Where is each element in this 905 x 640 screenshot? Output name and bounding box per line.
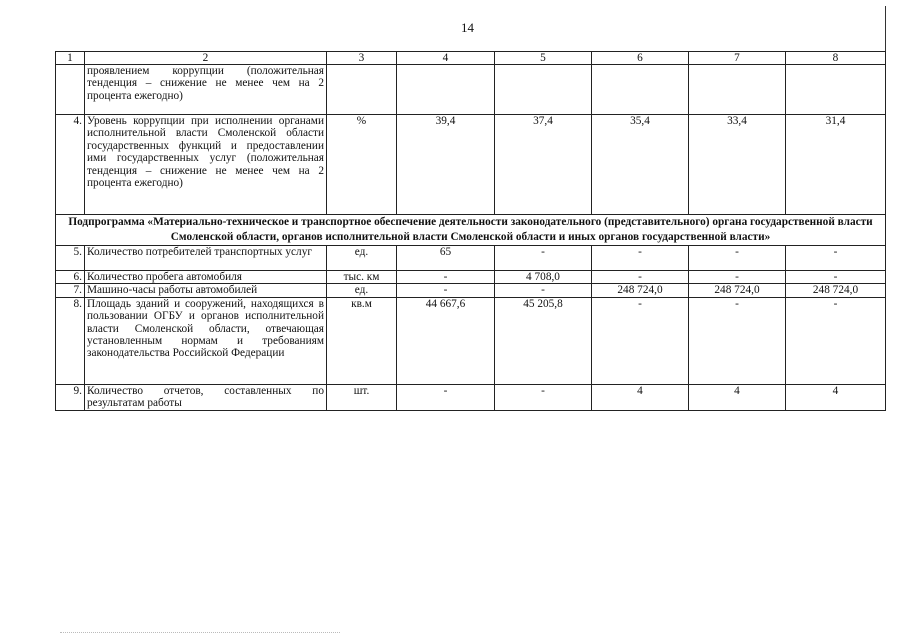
value-cell: - — [592, 271, 689, 284]
value-cell: 35,4 — [592, 115, 689, 215]
table-row — [56, 297, 886, 384]
unit-cell: тыс. км — [327, 271, 397, 284]
table-row — [56, 384, 886, 410]
indicator-name: проявлением коррупции (положительная тенденция – снижение не менее чем на 2 процента ежегодно) — [85, 65, 327, 115]
indicator-name: Площадь зданий и сооружений, находящихся в пользовании ОГБУ и органов исполнительной власти Смоленской области, отвечающая установленным нормам и требованиям законодательства Российской Федерации — [85, 297, 327, 384]
table-row — [56, 284, 886, 297]
value-cell: 4 — [592, 384, 689, 410]
unit-cell: кв.м — [327, 297, 397, 384]
column-number: 8 — [786, 52, 886, 65]
value-cell: - — [689, 246, 786, 271]
table-row — [56, 65, 886, 115]
page-number: 14 — [461, 20, 474, 35]
value-cell: 4 — [689, 384, 786, 410]
value-cell: 248 724,0 — [689, 284, 786, 297]
value-cell — [592, 65, 689, 115]
value-cell: 37,4 — [495, 115, 592, 215]
table-row — [56, 246, 886, 271]
value-cell: - — [397, 284, 495, 297]
value-cell: - — [495, 284, 592, 297]
indicator-name: Уровень коррупции при исполнении органами исполнительной власти Смоленской области государственных функций и предоставлении ими государственных услуг (положительная тенденция – снижение не менее чем на 2 процента ежегодно) — [85, 115, 327, 215]
value-cell: 4 708,0 — [495, 271, 592, 284]
value-cell — [689, 65, 786, 115]
unit-cell: шт. — [327, 384, 397, 410]
column-number: 3 — [327, 52, 397, 65]
value-cell: - — [786, 271, 886, 284]
value-cell: 39,4 — [397, 115, 495, 215]
section-row — [56, 215, 886, 246]
value-cell — [495, 65, 592, 115]
column-number: 1 — [56, 52, 85, 65]
indicator-name: Машино-часы работы автомобилей — [85, 284, 327, 297]
value-cell: 4 — [786, 384, 886, 410]
value-cell: - — [592, 297, 689, 384]
column-number: 2 — [85, 52, 327, 65]
value-cell: 31,4 — [786, 115, 886, 215]
value-cell: 65 — [397, 246, 495, 271]
value-cell: 248 724,0 — [786, 284, 886, 297]
row-number: 4. — [56, 115, 85, 215]
value-cell: - — [592, 246, 689, 271]
value-cell: - — [786, 246, 886, 271]
indicator-name: Количество пробега автомобиля — [85, 271, 327, 284]
row-number: 6. — [56, 271, 85, 284]
indicator-name: Количество потребителей транспортных услуг — [85, 246, 327, 271]
value-cell: - — [495, 246, 592, 271]
scan-artifact — [60, 632, 340, 635]
row-number: 7. — [56, 284, 85, 297]
row-number — [56, 65, 85, 115]
unit-cell — [327, 65, 397, 115]
value-cell: - — [495, 384, 592, 410]
value-cell — [397, 65, 495, 115]
value-cell: 44 667,6 — [397, 297, 495, 384]
value-cell: 248 724,0 — [592, 284, 689, 297]
section-title: Подпрограмма «Материально-техническое и транспортное обеспечение деятельности законодательного (представительного) органа государственной власти Смоленской области, органов исполнительной власти Смоленской области и иных органов государственной власти» — [56, 215, 886, 246]
value-cell: 33,4 — [689, 115, 786, 215]
column-number: 4 — [397, 52, 495, 65]
column-number: 5 — [495, 52, 592, 65]
table-row — [56, 115, 886, 215]
indicators-table — [55, 51, 886, 411]
column-number-row — [56, 52, 886, 65]
column-number: 7 — [689, 52, 786, 65]
value-cell: - — [397, 384, 495, 410]
value-cell: 45 205,8 — [495, 297, 592, 384]
unit-cell: % — [327, 115, 397, 215]
value-cell: - — [689, 297, 786, 384]
row-number: 8. — [56, 297, 85, 384]
row-number: 5. — [56, 246, 85, 271]
value-cell: - — [786, 297, 886, 384]
value-cell — [786, 65, 886, 115]
value-cell: - — [689, 271, 786, 284]
unit-cell: ед. — [327, 246, 397, 271]
value-cell: - — [397, 271, 495, 284]
column-number: 6 — [592, 52, 689, 65]
unit-cell: ед. — [327, 284, 397, 297]
table-row — [56, 271, 886, 284]
row-number: 9. — [56, 384, 85, 410]
indicator-name: Количество отчетов, составленных по результатам работы — [85, 384, 327, 410]
